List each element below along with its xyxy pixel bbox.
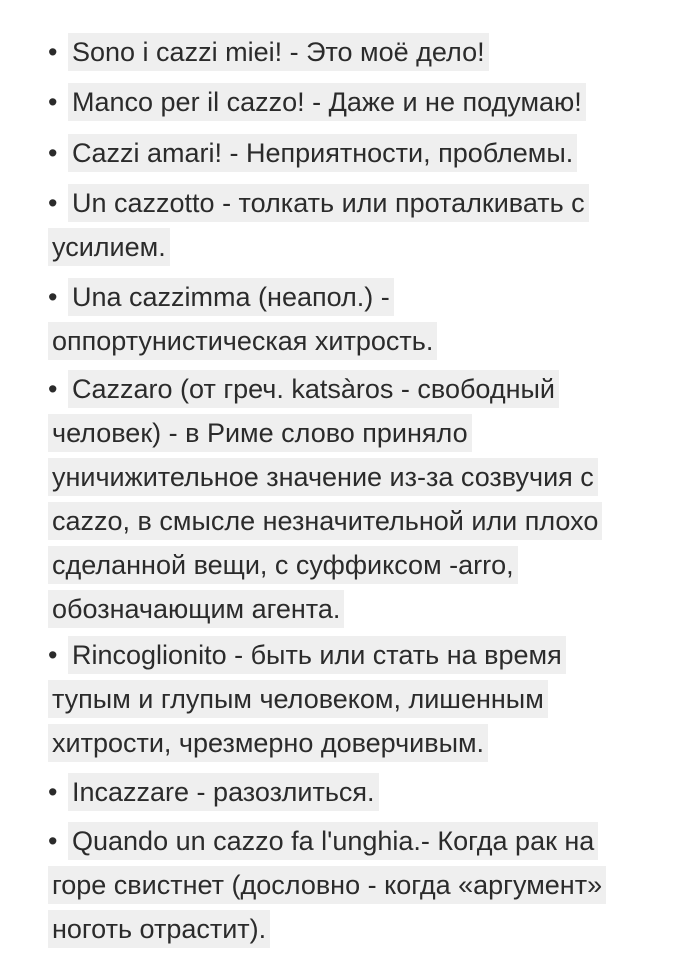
item-text: cazzo, в смысле незначительной или плохо [48, 502, 602, 540]
item-line [48, 319, 688, 363]
item-line [48, 181, 688, 225]
item-line [48, 907, 688, 951]
list-item [48, 367, 688, 631]
item-text: Manco per il cazzo! - Даже и не подумаю! [68, 83, 586, 121]
list-item [48, 770, 688, 814]
item-line [48, 225, 688, 269]
item-line [48, 543, 688, 587]
item-text: оппортунистическая хитрость. [48, 322, 437, 360]
item-text: Cazzi amari! - Неприятности, проблемы. [68, 134, 577, 172]
list-item [48, 633, 688, 765]
item-line [48, 819, 688, 863]
item-text: уничижительное значение из-за созвучия с [48, 458, 598, 496]
bullet: • [48, 374, 58, 404]
item-text: Incazzare - разозлиться. [68, 773, 379, 811]
item-line [48, 80, 688, 124]
item-line [48, 411, 688, 455]
item-text: горе свистнет (дословно - когда «аргумент» [48, 866, 606, 904]
item-text: Rincoglionito - быть или стать на время [68, 636, 566, 674]
item-text: обозначающим агента. [48, 590, 344, 628]
list-item [48, 131, 688, 175]
bullet: • [48, 777, 58, 807]
list-item [48, 30, 688, 74]
item-line [48, 131, 688, 175]
item-text: Sono i cazzi miei! - Это моё дело! [68, 33, 489, 71]
item-text: Un cazzotto - толкать или проталкивать с [68, 184, 589, 222]
bullet: • [48, 188, 58, 218]
list-item [48, 819, 688, 951]
item-line [48, 721, 688, 765]
item-text: Cazzaro (от греч. katsàros - свободный [68, 370, 559, 408]
item-text: Una cazzimma (неапол.) - [68, 278, 394, 316]
item-line [48, 275, 688, 319]
bullet: • [48, 640, 58, 670]
item-text: хитрости, чрезмерно доверчивым. [48, 724, 488, 762]
bullet: • [48, 282, 58, 312]
item-text: тупым и глупым человеком, лишенным [48, 680, 548, 718]
item-line [48, 499, 688, 543]
item-text: человек) - в Риме слово приняло [48, 414, 472, 452]
item-text: ноготь отрастит). [48, 910, 270, 948]
item-line [48, 677, 688, 721]
list-item [48, 275, 688, 363]
bullet: • [48, 138, 58, 168]
list-item [48, 80, 688, 124]
list-item [48, 181, 688, 269]
item-line [48, 30, 688, 74]
item-line [48, 587, 688, 631]
bullet: • [48, 37, 58, 67]
item-line [48, 770, 688, 814]
item-line [48, 633, 688, 677]
item-text: Quando un cazzo fa l'unghia.- Когда рак на [68, 822, 598, 860]
item-line [48, 367, 688, 411]
bullet: • [48, 826, 58, 856]
item-line [48, 455, 688, 499]
item-text: сделанной вещи, с суффиксом -arro, [48, 546, 518, 584]
bullet: • [48, 87, 58, 117]
item-text: усилием. [48, 228, 170, 266]
item-line [48, 863, 688, 907]
